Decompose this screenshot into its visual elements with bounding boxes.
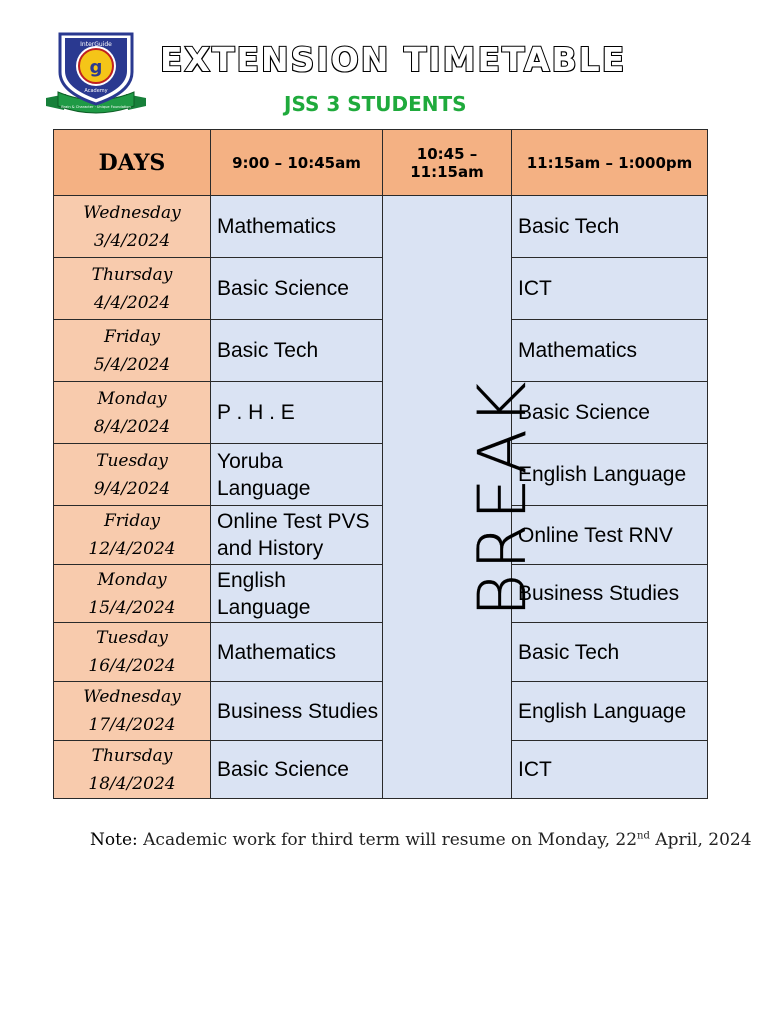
day-cell — [54, 623, 211, 682]
day-cell — [54, 682, 211, 741]
subject-slot-3: Online Test RNV — [512, 506, 708, 565]
table-row — [54, 565, 708, 623]
day-date: 15/4/2024 — [88, 597, 176, 618]
svg-text:Brain & Character · Unique Fou: Brain & Character · Unique Foundation — [61, 105, 131, 109]
note — [90, 830, 752, 850]
day-name: Tuesday — [96, 450, 168, 471]
day-cell — [54, 320, 211, 382]
day-date: 3/4/2024 — [93, 230, 171, 251]
day-date: 8/4/2024 — [93, 416, 171, 437]
day-name: Wednesday — [83, 202, 181, 223]
subject-slot-3: ICT — [512, 741, 708, 799]
day-name: Thursday — [91, 745, 173, 766]
day-cell — [54, 382, 211, 444]
subject-slot-1: Basic Tech — [211, 320, 383, 382]
page-title: EXTENSION TIMETABLE — [160, 40, 627, 79]
table-row — [54, 623, 708, 682]
day-name: Tuesday — [96, 628, 168, 648]
note-text: Academic work for third term will resume on Monday, 22nd April, 2024 — [143, 830, 752, 850]
subject-slot-3: Basic Science — [512, 382, 708, 444]
subject-slot-3: English Language — [512, 444, 708, 506]
header-row — [54, 130, 708, 196]
day-name: Thursday — [91, 264, 173, 285]
subject-slot-1: P . H . E — [211, 382, 383, 444]
header-slot-2: 10:45 – 11:15am — [383, 130, 512, 196]
day-cell — [54, 506, 211, 565]
subject-slot-1: Business Studies — [211, 682, 383, 741]
subject-slot-1: Basic Science — [211, 741, 383, 799]
table-row — [54, 258, 708, 320]
day-name: Friday — [104, 511, 160, 531]
svg-text:g: g — [89, 57, 103, 78]
day-date: 5/4/2024 — [93, 354, 171, 375]
subject-slot-1: Mathematics — [211, 196, 383, 258]
table-row — [54, 320, 708, 382]
subject-slot-1: Basic Science — [211, 258, 383, 320]
table-row — [54, 382, 708, 444]
timetable — [53, 129, 708, 799]
subject-slot-3: Mathematics — [512, 320, 708, 382]
subject-slot-1: Online Test PVS and History — [211, 506, 383, 565]
table-row — [54, 506, 708, 565]
break-label: BREAK — [464, 377, 542, 617]
day-cell — [54, 565, 211, 623]
subject-slot-3: Business Studies — [512, 565, 708, 623]
day-name: Friday — [104, 326, 160, 347]
day-name: Monday — [97, 388, 167, 409]
day-name: Wednesday — [83, 687, 181, 707]
header-slot-3: 11:15am – 1:000pm — [512, 130, 708, 196]
note-label: Note: — [90, 830, 138, 850]
subject-slot-3: English Language — [512, 682, 708, 741]
day-cell — [54, 196, 211, 258]
day-cell — [54, 444, 211, 506]
subject-slot-1: English Language — [211, 565, 383, 623]
table-row — [54, 682, 708, 741]
svg-text:InterGuide: InterGuide — [80, 41, 112, 48]
subject-slot-3: Basic Tech — [512, 623, 708, 682]
day-date: 17/4/2024 — [88, 715, 176, 735]
table-row — [54, 444, 708, 506]
header-slot-1: 9:00 – 10:45am — [211, 130, 383, 196]
day-cell — [54, 258, 211, 320]
school-logo — [44, 28, 148, 118]
subject-slot-1: Mathematics — [211, 623, 383, 682]
subject-slot-3: Basic Tech — [512, 196, 708, 258]
table-row — [54, 741, 708, 799]
table-row — [54, 196, 708, 258]
page-subtitle: JSS 3 STUDENTS — [284, 92, 467, 116]
subject-slot-1: Yoruba Language — [211, 444, 383, 506]
day-date: 12/4/2024 — [88, 539, 176, 559]
day-date: 4/4/2024 — [93, 292, 171, 313]
day-date: 18/4/2024 — [88, 773, 176, 794]
day-name: Monday — [97, 569, 167, 590]
day-cell — [54, 741, 211, 799]
subject-slot-3: ICT — [512, 258, 708, 320]
header-days: DAYS — [54, 130, 211, 196]
day-date: 9/4/2024 — [93, 478, 171, 499]
svg-text:Academy: Academy — [84, 88, 108, 94]
day-date: 16/4/2024 — [88, 656, 176, 676]
